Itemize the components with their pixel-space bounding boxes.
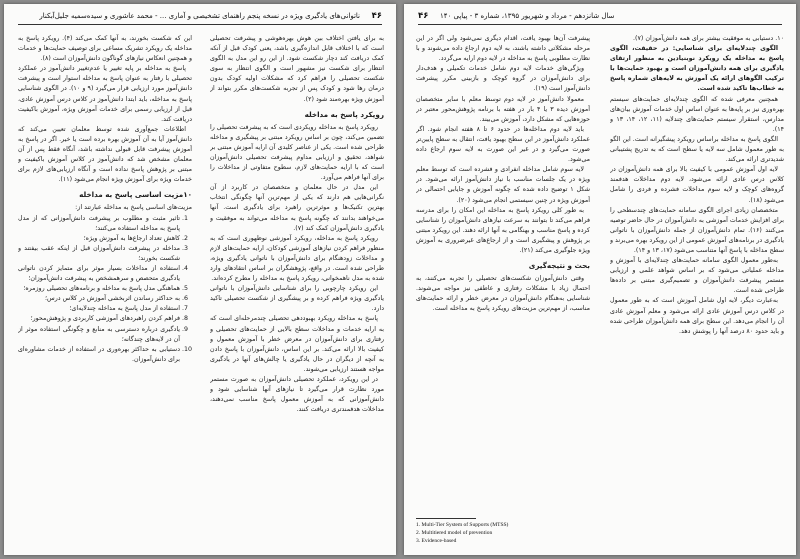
page-number: ۴۶	[418, 11, 429, 21]
paragraph: الگوی چندلایه‌ای برای شناسایی: در حقیقت، الگوی پاسخ به مداخله یک رویکرد نوبنیادین به منظور ارتقای یادگیری برای همه دانش‌آموزان است و بهبود حمایت‌ها با ترکیب الگوهای ارائه یک آموزش به لایه‌های شماره پاسخ به خطاب‌ها تاکید شده است.	[610, 45, 784, 93]
list-item: 3. مداخله در پیشرفت دانش‌آموزان قبل از اینکه عقب بیفتند و شکست بخورند؛	[18, 244, 180, 264]
paragraph: وقتی دانش‌آموزان شکست‌های تحصیلی را تجربه می‌کنند، به احتمال زیاد با مشکلات رفتاری و عاطفی نیز مواجه می‌شوند. شناسایی به‌هنگام دانش‌آموزان در معرض خطر و ارائه حمایت‌های مناسب، از مهم‌ترین مزیت‌های رویکرد پاسخ به مداخله است.	[416, 275, 590, 313]
paragraph: باید لایه دوم مداخله‌ها در حدود ۶ تا ۸ هفته انجام شود. اگر عملکرد دانش‌آموز در این سطح بهبود یافت، انتقال به سطح پایین‌تر صورت می‌گیرد و در غیر این صورت به لایه سوم ارجاع داده می‌شود.	[416, 125, 590, 164]
paragraph: پاسخ به مداخله رویکرد بهبوددهی تحصیلی چندمرحله‌ای است که به ارایه خدمات و مداخلات سطح بالایی از حمایت‌های تحصیلی و رفتاری برای دانش‌آموزان در معرض خطر با آموزش معمول و کیفیت بالا ارائه می‌کند. بر این اساس، دانش‌آموزان با پاسخ دادن به آنچه از دیگران در حال یادگیری یا چالش‌های آنها در یادگیری مواجه هستند ارزیابی می‌شوند.	[210, 315, 384, 373]
list-item: 8. فراهم کردن راهبردهای آموزشی کاربردی و پژوهش‌محور؛	[18, 314, 180, 324]
list-item: 9. یادگیری درباره دسترسی به منابع و چگونگی استفاده موثر از آن در لایه‌های چندگانه؛	[18, 325, 180, 345]
benefits-list	[18, 214, 192, 365]
list-item: 5. هماهنگی مدل پاسخ به مداخله و برنامه‌های تحصیلی روزمره؛	[18, 284, 180, 294]
paragraph: رویکرد پاسخ به مداخله، رویکرد آموزشی نوظهوری است که به منظور فراهم کردن نیازهای آموزشی کودکان، ارایه حمایت‌های لازم و مداخلات زودهنگام برای دانش‌آموزان با ناتوانی یادگیری ویژه، طراحی شده است. در واقع، پژوهشگران بر اساس انتقادهای وارد شده به مدل ناهمخوانی، رویکرد پاسخ به مداخله را مطرح کرده‌اند.	[210, 234, 384, 283]
section-heading: رویکرد پاسخ به مداخله	[304, 109, 384, 119]
paragraph: لایه سوم شامل مداخله انفرادی و فشرده است که توسط معلم ویژه در یک جلسات مناسب با نیاز دانش‌آموز ارائه می‌شود. در شکل ۱ توضیح داده شده که چگونه آموزش و جایابی احتمالی در آموزش ویژه در چنین سیستمی انجام می‌شود (۲۰).	[416, 166, 590, 204]
page-header	[418, 10, 782, 25]
paragraph: اطلاعات جمع‌آوری شده توسط معلمان تعیین می‌کند که دانش‌آموز آیا به آن آموزش بهره برده است یا خیر. اگر در پاسخ به آموزش پیشرفت قابل قبولی نداشته باشد، آنگاه فقط پس از آن معلمان مشخص شد که دانش‌آموز در کلاس آموزش باکیفیت و مبتنی بر پژوهش پاسخ نداده است و آنگاه ارزیابی‌های لازم برای خدمات ویژه برای آموزش ویژه انجام می‌شود (۱۱).	[18, 125, 192, 184]
paragraph: در این رویکرد، عملکرد تحصیلی دانش‌آموزان به صورت مستمر مورد نظارت قرار می‌گیرد تا نیازهای آنها شناسایی شود و دانش‌آموزانی که به آموزش معمول پاسخ مناسب نمی‌دهند، مداخلات هدفمندتری دریافت کنند.	[210, 376, 384, 414]
paragraph: به برای یافتن اختلاف بین هوش بهره‌هوشی و پیشرفت تحصیلی است که با اختلاف قابل اندازه‌گیری باشد، یعنی کودک قبل از آنکه کمک دریافت کند دچار شکست شود. از این رو این مدل به الگوی انتظار برای شکست نیز مشهور است و الگوی انتظار به سوی شکست تحصیلی را فراهم کرد که مشکلات اولیه کودک بدون درمان رها شود و کودک پس از تجربه شکست‌های مکرر بتواند از آموزش ویژه بهره‌مند شود (۲).	[210, 35, 384, 103]
paragraph: پیشرفت آن‌ها بهبود یافت، اقدام دیگری نمی‌شود ولی اگر در این مرحله مشکلاتی داشته باشند، به لایه دوم ارجاع داده می‌شوند و با نظارت مطلوبی پاسخ به مداخله در لایه دوم ارایه می‌گردد.	[416, 35, 590, 63]
list-item: 2. کاهش تعداد ارجاع‌ها به آموزش ویژه؛	[18, 234, 180, 244]
paragraph: پاسخ به مداخله بر پایه تغییر یا عدم‌تغییر دانش‌آموز در عملکرد تحصیلی با رفتار به عنوان پاسخ به مداخله استوار است و پیشرفت دانش‌آموز مورد ارزیابی قرار می‌گیرد (۹ و ۱۰). در الگوی شناسایی پاسخ به مداخله، باید ابتدا دانش‌آموز در کلاس درس آموزش عادی، قبل از ارزیابی رسمی برای خدمات آموزش ویژه، آموزش باکیفیت دریافت کند.	[18, 65, 192, 123]
list-intro: مزیت‌های اساسی پاسخ به مداخله عبارتند از:	[75, 204, 192, 212]
paragraph: الگوی پاسخ به مداخله براساس رویکرد پیشگیرانه است. این الگو به طور معمول شامل سه لایه یا سطح است که به تدریج پشتیبانی شدیدتری ارائه می‌کند.	[610, 135, 784, 164]
paragraph: به‌طور معمول الگوی سامانه حمایت‌های چندلایه‌ای با آموزش و مداخله عملیاتی می‌شود که بر اساس شواهد علمی و ارزیابی مستمر پیشرفت دانش‌آموزان و تصمیم‌گیری مبتنی بر داده‌ها طراحی شده است.	[610, 257, 784, 295]
list-item: 7. استفاده از مدل پاسخ به مداخله چندلایه‌ای؛	[18, 304, 180, 314]
list-item: 1. تاثیر مثبت و مطلوب بر پیشرفت دانش‌آموزانی که از مدل پاسخ به مداخله استفاده می‌کنند؛	[18, 214, 180, 234]
list-item: 10. دستیابی به حداکثر بهره‌وری در استفاده از خدمات مشاوره‌ای برای دانش‌آموزان.	[18, 345, 180, 365]
footnote: 2. Multitiered model of prevention	[416, 530, 493, 536]
page-number: ۴۶	[371, 11, 382, 21]
footnotes	[416, 518, 590, 545]
left-page	[4, 4, 396, 555]
list-item: 4. استفاده از مداخلات بسیار موثر برای متمایز کردن ناتوانی یادگیری متحصص و سرهمشخص به پیشرفت دانش‌آموزان؛	[18, 264, 180, 284]
paragraph: ۱۰. دستیابی به موفقیت بیشتر برای همه دانش‌آموزان (۷).	[633, 35, 784, 42]
paragraph: رویکرد پاسخ به مداخله رویکردی است که به پیشرفت تحصیلی را تضمین می‌کند، چون بر اساس رویکرد مبتنی بر پیشگیری و مداخله طراحی شده است. یکی از عناصر کلیدی آن ارایه آموزش مبتنی بر شواهد، تحقیق و ارزیابی مداوم پیشرفت تحصیلی دانش‌آموزان است که با ارایه حمایت‌های لازم، سطوح متفاوتی از مداخلات را برای آنها فراهم می‌آورد.	[210, 123, 384, 182]
footnote-rule	[416, 518, 476, 519]
paragraph: لایه اول آموزش عمومی با کیفیت بالا برای همه دانش‌آموزان در کلاس درس عادی ارائه می‌شود، لایه دوم مداخلات هدفمند گروه‌های کوچک و لایه سوم مداخلات فشرده و فردی را شامل می‌شود (۱۸).	[610, 166, 784, 204]
footnote: 3. Evidence-based	[416, 538, 457, 544]
text-column-right	[210, 34, 384, 549]
paragraph: متخصصان زیادی اجرای الگوی سامانه حمایت‌های چندسطحی را برای افزایش خدمات آموزشی به دانش‌آموزان در حال حاضر توصیه می‌کنند (۱۶). تمام دانش‌آموزان از جمله دانش‌آموزان با ناتوانی یادگیری در برنامه‌های آموزش عمومی از این رویکرد بهره می‌برند و سطح مداخله با پاسخ آنها متناسب می‌شود (۱۷، ۱۳ و ۱۴).	[610, 206, 784, 254]
footnote: 1. Multi-Tier System of Supports (MTSS)	[416, 522, 509, 528]
section-heading: بحث و نتیجه‌گیری	[528, 261, 590, 271]
page-header	[18, 10, 382, 25]
section-heading: ۱۰مزیت اساسی پاسخ به مداخله	[79, 190, 192, 200]
text-column-right	[610, 34, 784, 549]
running-header: سال شانزدهم - مرداد و شهریور ۱۳۹۵، شماره ۳ - پیاپی ۱۴۰	[440, 12, 615, 20]
running-header: ناتوانی‌های یادگیری ویژه در نسخه پنجم راهنمای تشخیصی و آماری ... - محمد عاشوری و سیده‌سمیه جلیل‌آبکنار	[39, 12, 360, 20]
paragraph: ویژگی‌های خدمات لایه دوم شامل خدمات تکمیلی و هدف‌دار برای دانش‌آموزان در گروه کوچک و بازبینی مکرر پیشرفت دانش‌آموز است (۱۹).	[416, 65, 590, 93]
right-page	[404, 4, 796, 555]
paragraph: همچنین معرفی شده که الگوی چندلایه‌ای حمایت‌های سیستم بهره‌وری نیز بر پایه‌ها به عنوان اساس اول خدمات آموزش بیان‌های مدارس، استقرار سیستم حمایت‌های چندلایه (۱۱، ۱۲، ۱۴، ۱۳ و ۱۴).	[610, 95, 784, 133]
text-column-left	[18, 34, 192, 549]
paragraph: این مدل در حال معلمان و متخصصان در کاربرد از آن نگرانی‌هایی هم دارند که یکی از مهم‌ترین آنها چگونگی انتخاب بهترین تکنیک‌ها و موثرترین راهبرد برای یادگیری است. آنها می‌خواهند بدانند که چگونه پاسخ به مداخله می‌تواند به موفقیت و یادگیری دانش‌آموزان کمک کند (۷).	[210, 184, 384, 232]
text-column-left	[416, 34, 590, 504]
paragraph: این که شکست بخورند، به آنها کمک می‌کند (۴). رویکرد پاسخ به مداخله یک رویکرد تشریک مساعی برای توصیف حمایت‌ها و خدمات و همچنین انعکاس نیازهای گوناگون دانش‌آموزان است (۸).	[18, 35, 192, 63]
paragraph: به‌عبارت دیگر، لایه اول شامل آموزش است که به طور معمول در کلاس درس آموزش عادی ارائه می‌شود و معلم آموزش عادی آن را انجام می‌دهد. این سطح برای همه دانش‌آموزان طراحی شده و باید حدود ۸۰ درصد آنها را پوشش دهد.	[610, 297, 784, 335]
paragraph: معمولا دانش‌آموز در لایه دوم توسط معلم با سایر متخصصان آموزش دیده ۳ یا ۴ بار در هفته با برنامه پژوهش‌محور معتبر در حوزه‌هایی که مشکل دارد، آموزش می‌بیند.	[416, 95, 590, 123]
paragraph: به طور کلی رویکرد پاسخ به مداخله این امکان را برای مدرسه فراهم می‌کند تا بتوانند به سرعت نیازهای دانش‌آموزان را شناسایی کرده و پاسخ مناسب و بهنگامی به آنها ارائه دهند. این رویکرد مبتنی بر پژوهش و پیشگیری است و از ارجاع‌های غیرضروری به آموزش ویژه جلوگیری می‌کند (۲۱).	[416, 206, 590, 254]
list-item: 6. به حداکثر رساندن اثربخشی آموزش در کلاس درس؛	[18, 294, 180, 304]
paragraph: این رویکرد چارچوبی را برای شناسایی دانش‌آموزان با ناتوانی یادگیری ویژه فراهم کرده و بر پیشگیری از شکست تحصیلی تاکید دارد.	[210, 285, 384, 313]
